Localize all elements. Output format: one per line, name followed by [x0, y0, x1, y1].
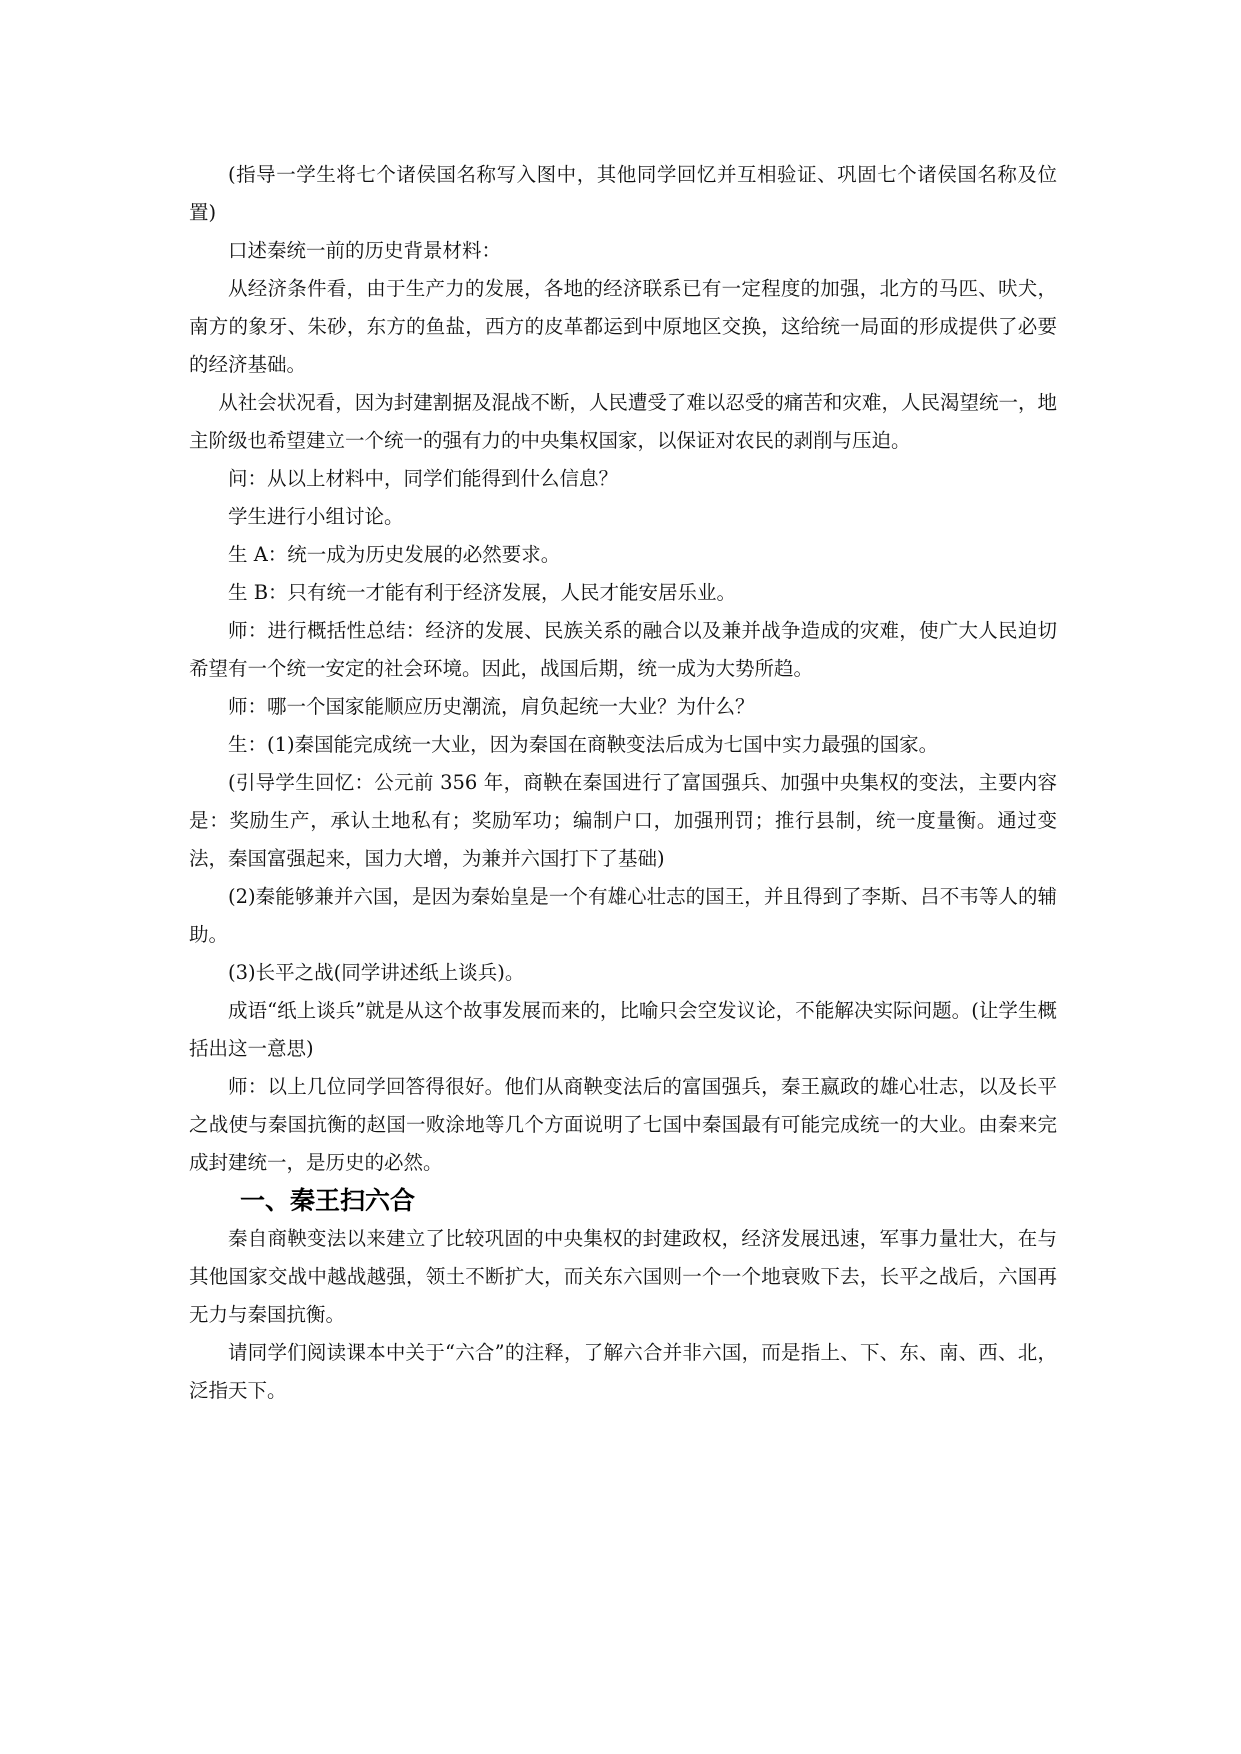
paragraph: 请同学们阅读课本中关于“六合”的注释，了解六合并非六国，而是指上、下、东、南、西、北，泛指天下。 [189, 1341, 1057, 1402]
paragraph: 生 A：统一成为历史发展的必然要求。 [228, 543, 561, 566]
paragraph: (引导学生回忆：公元前 356 年，商鞅在秦国进行了富国强兵、加强中央集权的变法，主要内容是：奖励生产，承认土地私有；奖励军功；编制户口，加强刑罚；推行县制，统一度量衡。通过变法，秦国富强起来，国力大增，为兼并六国打下了基础) [189, 771, 1057, 870]
paragraph: 从社会状况看，因为封建割据及混战不断，人民遭受了难以忍受的痛苦和灾难，人民渴望统一，地主阶级也希望建立一个统一的强有力的中央集权国家，以保证对农民的剥削与压迫。 [189, 391, 1057, 452]
paragraph: 问：从以上材料中，同学们能得到什么信息？ [228, 467, 619, 490]
paragraph: 成语“纸上谈兵”就是从这个故事发展而来的，比喻只会空发议论，不能解决实际问题。(让学生概括出这一意思) [189, 999, 1057, 1060]
paragraph: 口述秦统一前的历史背景材料： [228, 239, 502, 262]
paragraph: 从经济条件看，由于生产力的发展，各地的经济联系已有一定程度的加强，北方的马匹、吠犬，南方的象牙、朱砂，东方的鱼盐，西方的皮革都运到中原地区交换，这给统一局面的形成提供了必要的经济基础。 [189, 277, 1057, 376]
paragraph: (3)长平之战(同学讲述纸上谈兵)。 [228, 961, 525, 984]
paragraph: 秦自商鞅变法以来建立了比较巩固的中央集权的封建政权，经济发展迅速，军事力量壮大，在与其他国家交战中越战越强，领土不断扩大，而关东六国则一个一个地衰败下去，长平之战后，六国再无力与秦国抗衡。 [189, 1227, 1057, 1326]
paragraph: 生：(1)秦国能完成统一大业，因为秦国在商鞅变法后成为七国中实力最强的国家。 [228, 733, 939, 756]
section-heading: 一、秦王扫六合 [240, 1186, 416, 1215]
paragraph: 生 B：只有统一才能有利于经济发展，人民才能安居乐业。 [228, 581, 737, 604]
paragraph: 师：以上几位同学回答得很好。他们从商鞅变法后的富国强兵，秦王嬴政的雄心壮志，以及长平之战使与秦国抗衡的赵国一败涂地等几个方面说明了七国中秦国最有可能完成统一的大业。由秦来完成封建统一，是历史的必然。 [189, 1075, 1057, 1174]
paragraph: (2)秦能够兼并六国，是因为秦始皇是一个有雄心壮志的国王，并且得到了李斯、吕不韦等人的辅助。 [189, 885, 1057, 946]
paragraph: 师：哪一个国家能顺应历史潮流，肩负起统一大业？为什么？ [228, 695, 755, 718]
document-page [189, 156, 1057, 1410]
paragraph: (指导一学生将七个诸侯国名称写入图中，其他同学回忆并互相验证、巩固七个诸侯国名称及位置) [189, 163, 1057, 224]
paragraph: 学生进行小组讨论。 [228, 505, 404, 528]
paragraph: 师：进行概括性总结：经济的发展、民族关系的融合以及兼并战争造成的灾难，使广大人民迫切希望有一个统一安定的社会环境。因此，战国后期，统一成为大势所趋。 [189, 619, 1057, 680]
